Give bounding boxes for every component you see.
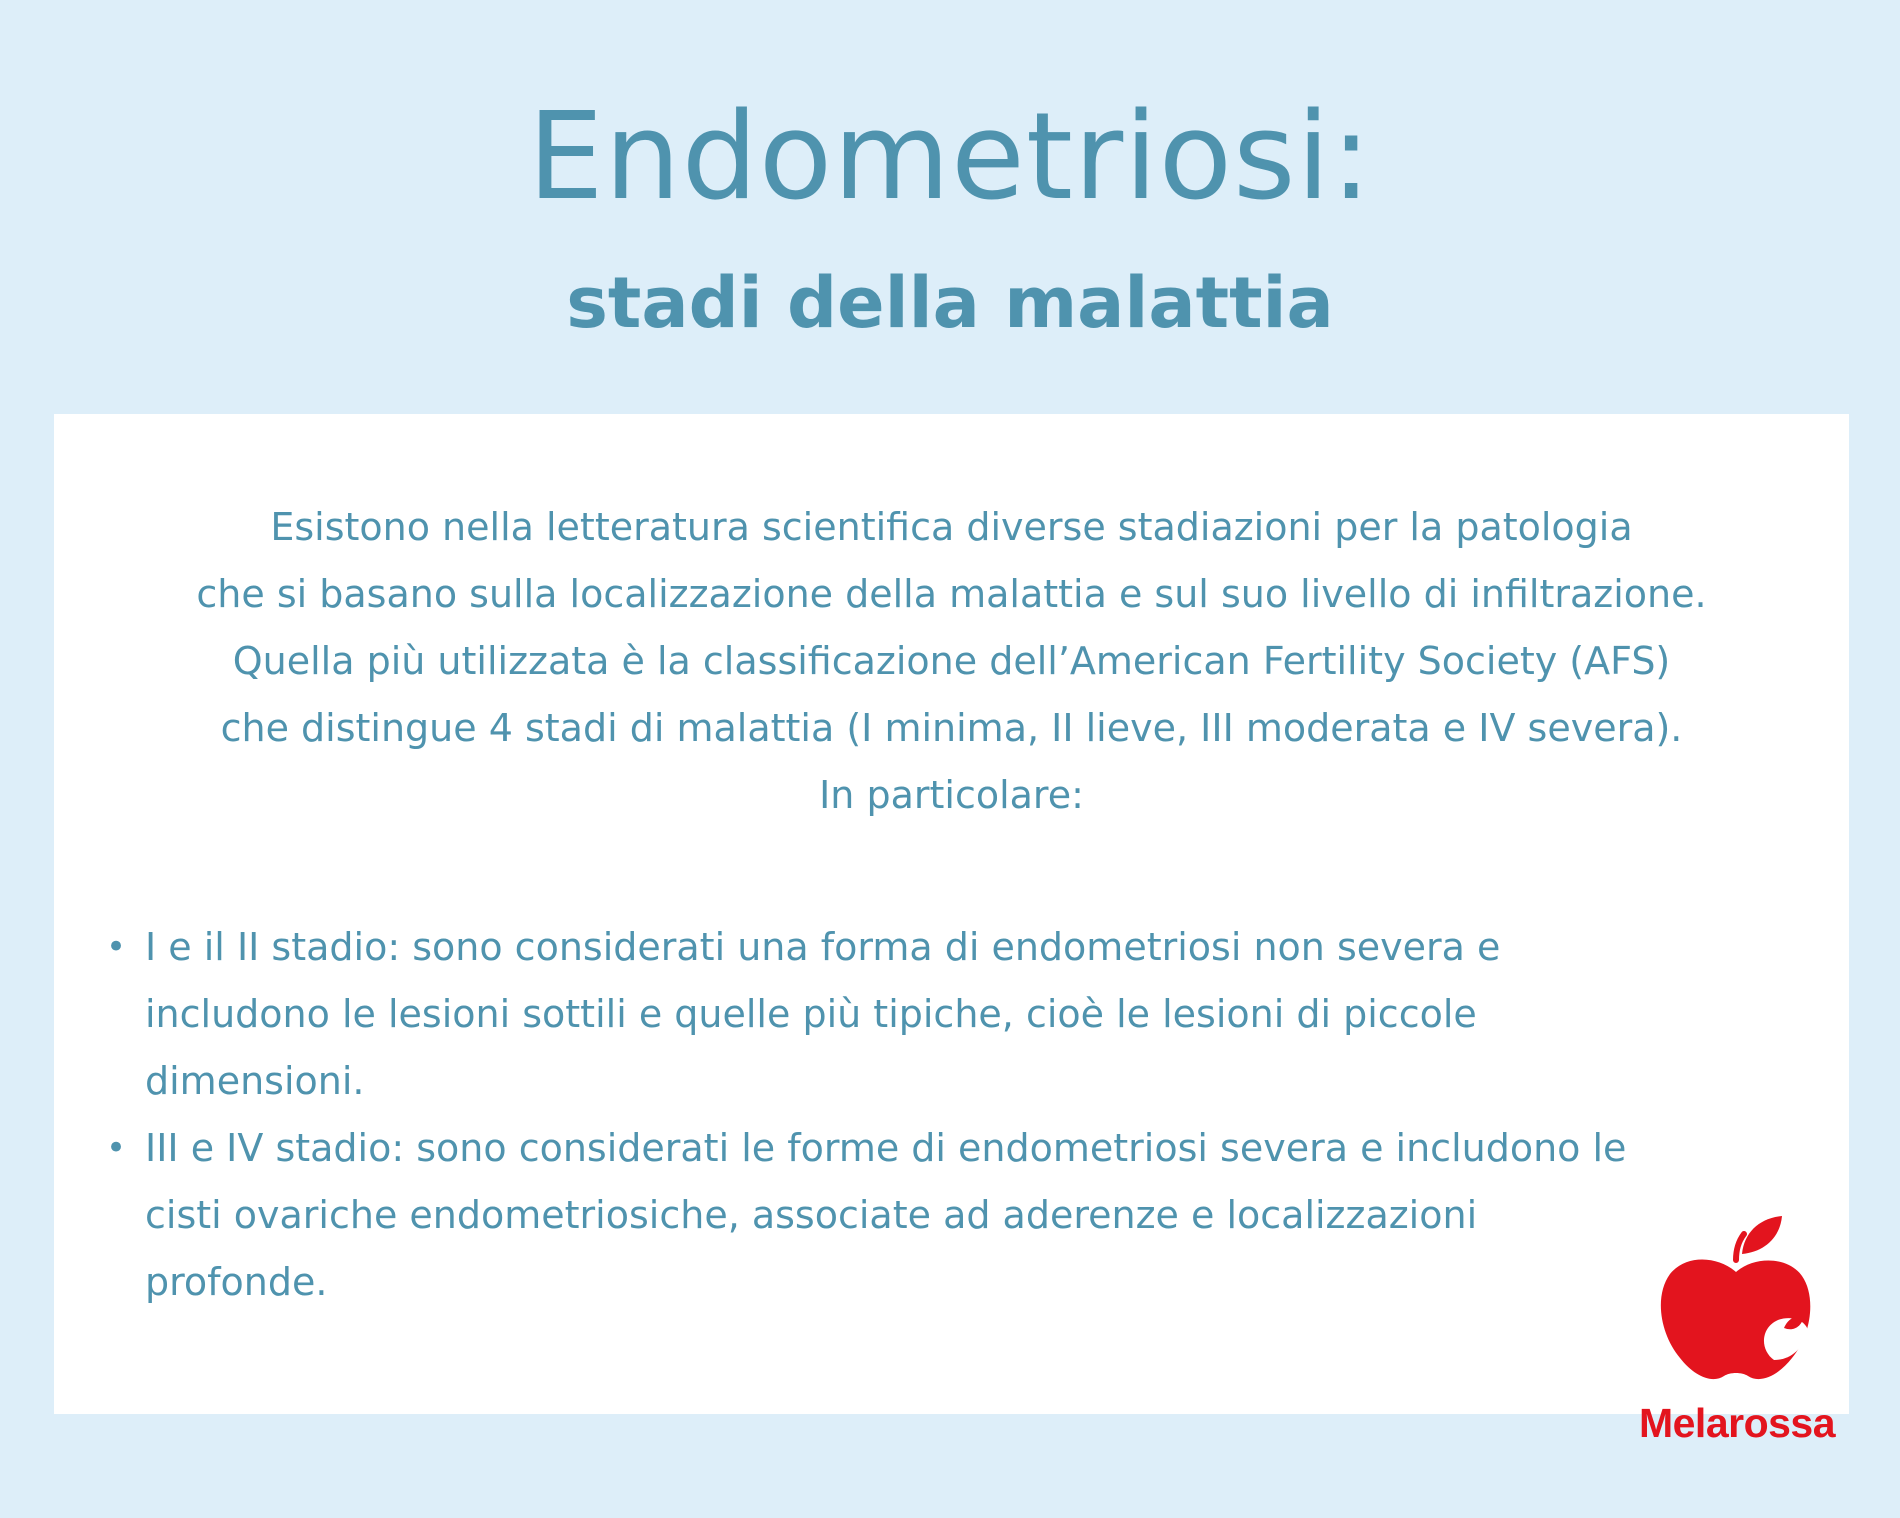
stage-item-early — [104, 914, 1664, 1115]
stage-text: I e il II stadio: sono considerati una forma di endometriosi non severa e includono le lesioni sottili e quelle più tipiche, cioè le lesioni di piccole dimensioni. — [145, 925, 1501, 1103]
bullet-icon: • — [106, 927, 127, 967]
intro-paragraph — [94, 494, 1809, 829]
page-title: Endometriosi: — [527, 88, 1373, 227]
intro-line: che distingue 4 stadi di malattia (I minima, II lieve, III moderata e IV severa). — [220, 706, 1683, 750]
stages-list — [104, 914, 1664, 1316]
stage-text: III e IV stadio: sono considerati le forme di endometriosi severa e includono le cisti ovariche endometriosiche, associate ad aderenze e localizzazioni profonde. — [145, 1126, 1627, 1304]
intro-line: In particolare: — [819, 773, 1084, 817]
apple-icon — [1656, 1210, 1816, 1385]
intro-line: che si basano sulla localizzazione della malattia e sul suo livello di infiltrazione. — [196, 572, 1707, 616]
intro-line: Quella più utilizzata è la classificazione dell’American Fertility Society (AFS) — [232, 639, 1671, 683]
content-card — [54, 414, 1849, 1414]
stage-item-severe — [104, 1115, 1664, 1316]
brand-logo — [1612, 1210, 1862, 1470]
page-subtitle: stadi della malattia — [566, 262, 1334, 344]
bullet-icon: • — [106, 1128, 127, 1168]
intro-line: Esistono nella letteratura scientifica diverse stadiazioni per la patologia — [270, 505, 1633, 549]
brand-name: Melarossa — [1638, 1400, 1836, 1446]
